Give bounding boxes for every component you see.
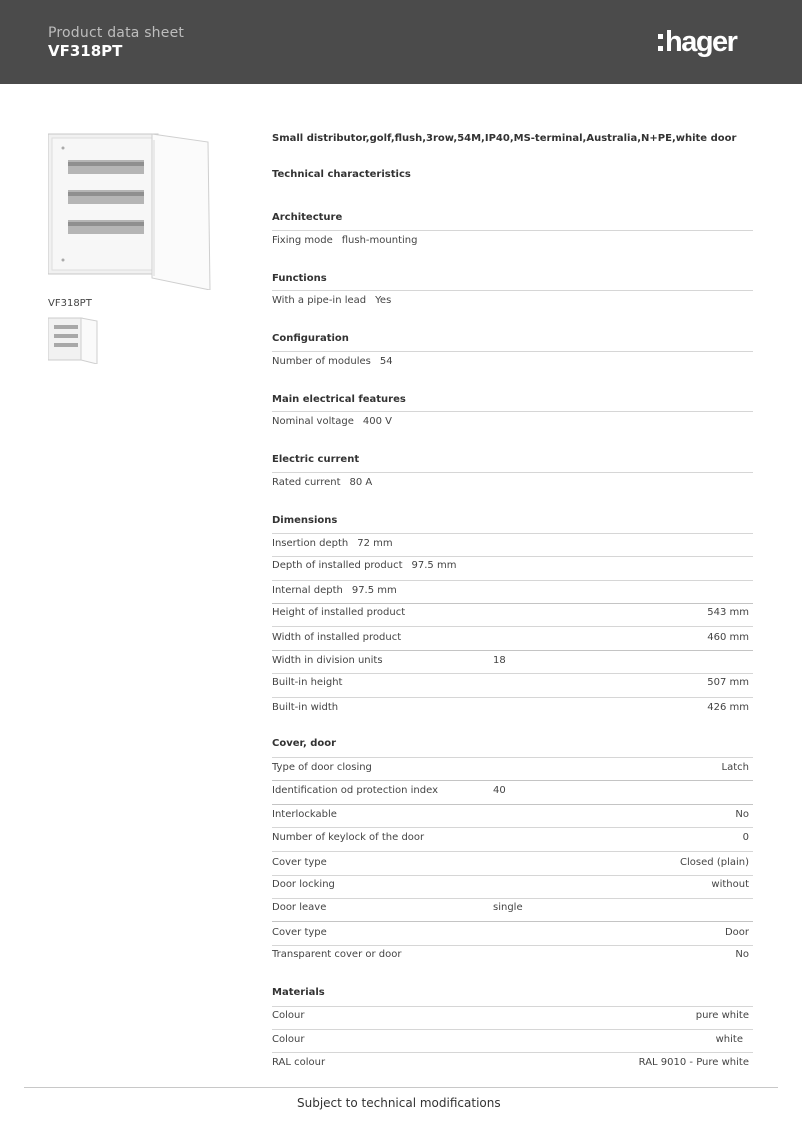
spec-value: 97.5 mm (351, 585, 397, 596)
spec-label: Transparent cover or door (272, 949, 402, 960)
spec-value: flush-mounting (341, 235, 418, 246)
spec-row (272, 353, 753, 371)
spec-value: 426 mm (707, 702, 749, 713)
footer-note: Subject to technical modifications (297, 1096, 501, 1110)
spec-label: RAL colour (272, 1057, 326, 1068)
spec-label: Colour (272, 1034, 305, 1045)
spec-value: 0 (742, 832, 749, 843)
spec-label: Rated current (272, 477, 341, 488)
divider (272, 1052, 753, 1053)
spec-value: Closed (plain) (680, 857, 749, 868)
spec-row (272, 292, 753, 310)
spec-row (272, 899, 753, 917)
spec-row (272, 759, 753, 777)
divider (272, 1029, 753, 1030)
spec-label: Colour (272, 1010, 305, 1021)
divider (272, 472, 753, 473)
spec-row (272, 829, 753, 847)
section-title-architecture: Architecture (272, 212, 343, 223)
spec-value: 40 (493, 785, 506, 796)
spec-value: 18 (493, 655, 506, 666)
technical-heading: Technical characteristics (272, 169, 411, 180)
divider (272, 351, 753, 352)
spec-label: Insertion depth (272, 538, 349, 549)
divider (272, 851, 753, 852)
spec-label: Identification od protection index (272, 785, 439, 796)
spec-value: 80 A (349, 477, 373, 488)
divider (272, 804, 753, 805)
spec-label: Cover type (272, 857, 327, 868)
divider (272, 697, 753, 698)
divider (272, 780, 753, 781)
spec-row (272, 1007, 753, 1025)
spec-value: RAL 9010 - Pure white (638, 1057, 749, 1068)
spec-row (272, 1054, 753, 1072)
spec-row (272, 413, 753, 431)
spec-label: Fixing mode (272, 235, 333, 246)
spec-row (272, 806, 753, 824)
divider (272, 626, 753, 627)
footer-divider (24, 1087, 778, 1088)
spec-label: Depth of installed product (272, 560, 403, 571)
divider (272, 757, 753, 758)
spec-value: 543 mm (707, 607, 749, 618)
section-title-dimensions: Dimensions (272, 515, 338, 526)
spec-row (272, 924, 753, 942)
spec-row (272, 1031, 753, 1049)
spec-label: Number of modules (272, 356, 371, 367)
spec-value: single (493, 902, 523, 913)
divider (272, 650, 753, 651)
spec-label: Height of installed product (272, 607, 406, 618)
product-thumbnail[interactable] (48, 316, 98, 364)
spec-value: without (711, 879, 749, 890)
spec-value: No (735, 809, 749, 820)
section-title-electrical: Main electrical features (272, 394, 406, 405)
page-header (0, 0, 802, 84)
spec-label: Cover type (272, 927, 327, 938)
image-caption: VF318PT (48, 298, 92, 309)
spec-label: Door locking (272, 879, 335, 890)
spec-value: Yes (375, 295, 392, 306)
spec-label: Internal depth (272, 585, 343, 596)
spec-value: 72 mm (357, 538, 393, 549)
divider (272, 230, 753, 231)
spec-label: Nominal voltage (272, 416, 354, 427)
spec-label: Type of door closing (272, 762, 372, 773)
spec-row (272, 782, 753, 800)
divider (272, 827, 753, 828)
spec-value: white (715, 1034, 743, 1045)
spec-label: Number of keylock of the door (272, 832, 425, 843)
hager-logo (658, 22, 758, 62)
header-product-code: VF318PT (48, 42, 123, 60)
spec-row (272, 876, 753, 894)
spec-value: 400 V (362, 416, 393, 427)
spec-label: Width of installed product (272, 632, 402, 643)
spec-value: 507 mm (707, 677, 749, 688)
spec-row (272, 557, 753, 575)
divider (272, 921, 753, 922)
spec-row (272, 582, 753, 600)
spec-value: 54 (379, 356, 393, 367)
divider (272, 580, 753, 581)
product-image (48, 130, 212, 290)
spec-value: 97.5 mm (411, 560, 457, 571)
spec-label: Interlockable (272, 809, 337, 820)
spec-value: Latch (721, 762, 749, 773)
spec-label: Door leave (272, 902, 327, 913)
section-title-current: Electric current (272, 454, 360, 465)
spec-label: Width in division units (272, 655, 383, 666)
spec-row (272, 854, 753, 872)
spec-label: Built-in width (272, 702, 339, 713)
product-title: Small distributor,golf,flush,3row,54M,IP40,MS-terminal,Australia,N+PE,white door (272, 133, 737, 144)
spec-row (272, 232, 753, 250)
spec-row (272, 652, 753, 670)
section-title-configuration: Configuration (272, 333, 349, 344)
spec-value: No (735, 949, 749, 960)
divider (272, 533, 753, 534)
spec-row (272, 629, 753, 647)
section-title-cover: Cover, door (272, 738, 337, 749)
spec-row (272, 946, 753, 964)
spec-row (272, 535, 753, 553)
spec-row (272, 674, 753, 692)
spec-label: With a pipe-in lead (272, 295, 367, 306)
logo-colon-icon (658, 34, 663, 52)
spec-row (272, 699, 753, 717)
spec-value: Door (724, 927, 749, 938)
spec-value: 460 mm (707, 632, 749, 643)
section-title-materials: Materials (272, 987, 325, 998)
spec-label: Built-in height (272, 677, 343, 688)
section-title-functions: Functions (272, 273, 327, 284)
spec-value: pure white (695, 1010, 749, 1021)
spec-row (272, 474, 753, 492)
logo-wordmark: hager (665, 26, 737, 58)
divider (272, 290, 753, 291)
divider (272, 411, 753, 412)
spec-row (272, 604, 753, 622)
header-subtitle: Product data sheet (48, 25, 185, 41)
